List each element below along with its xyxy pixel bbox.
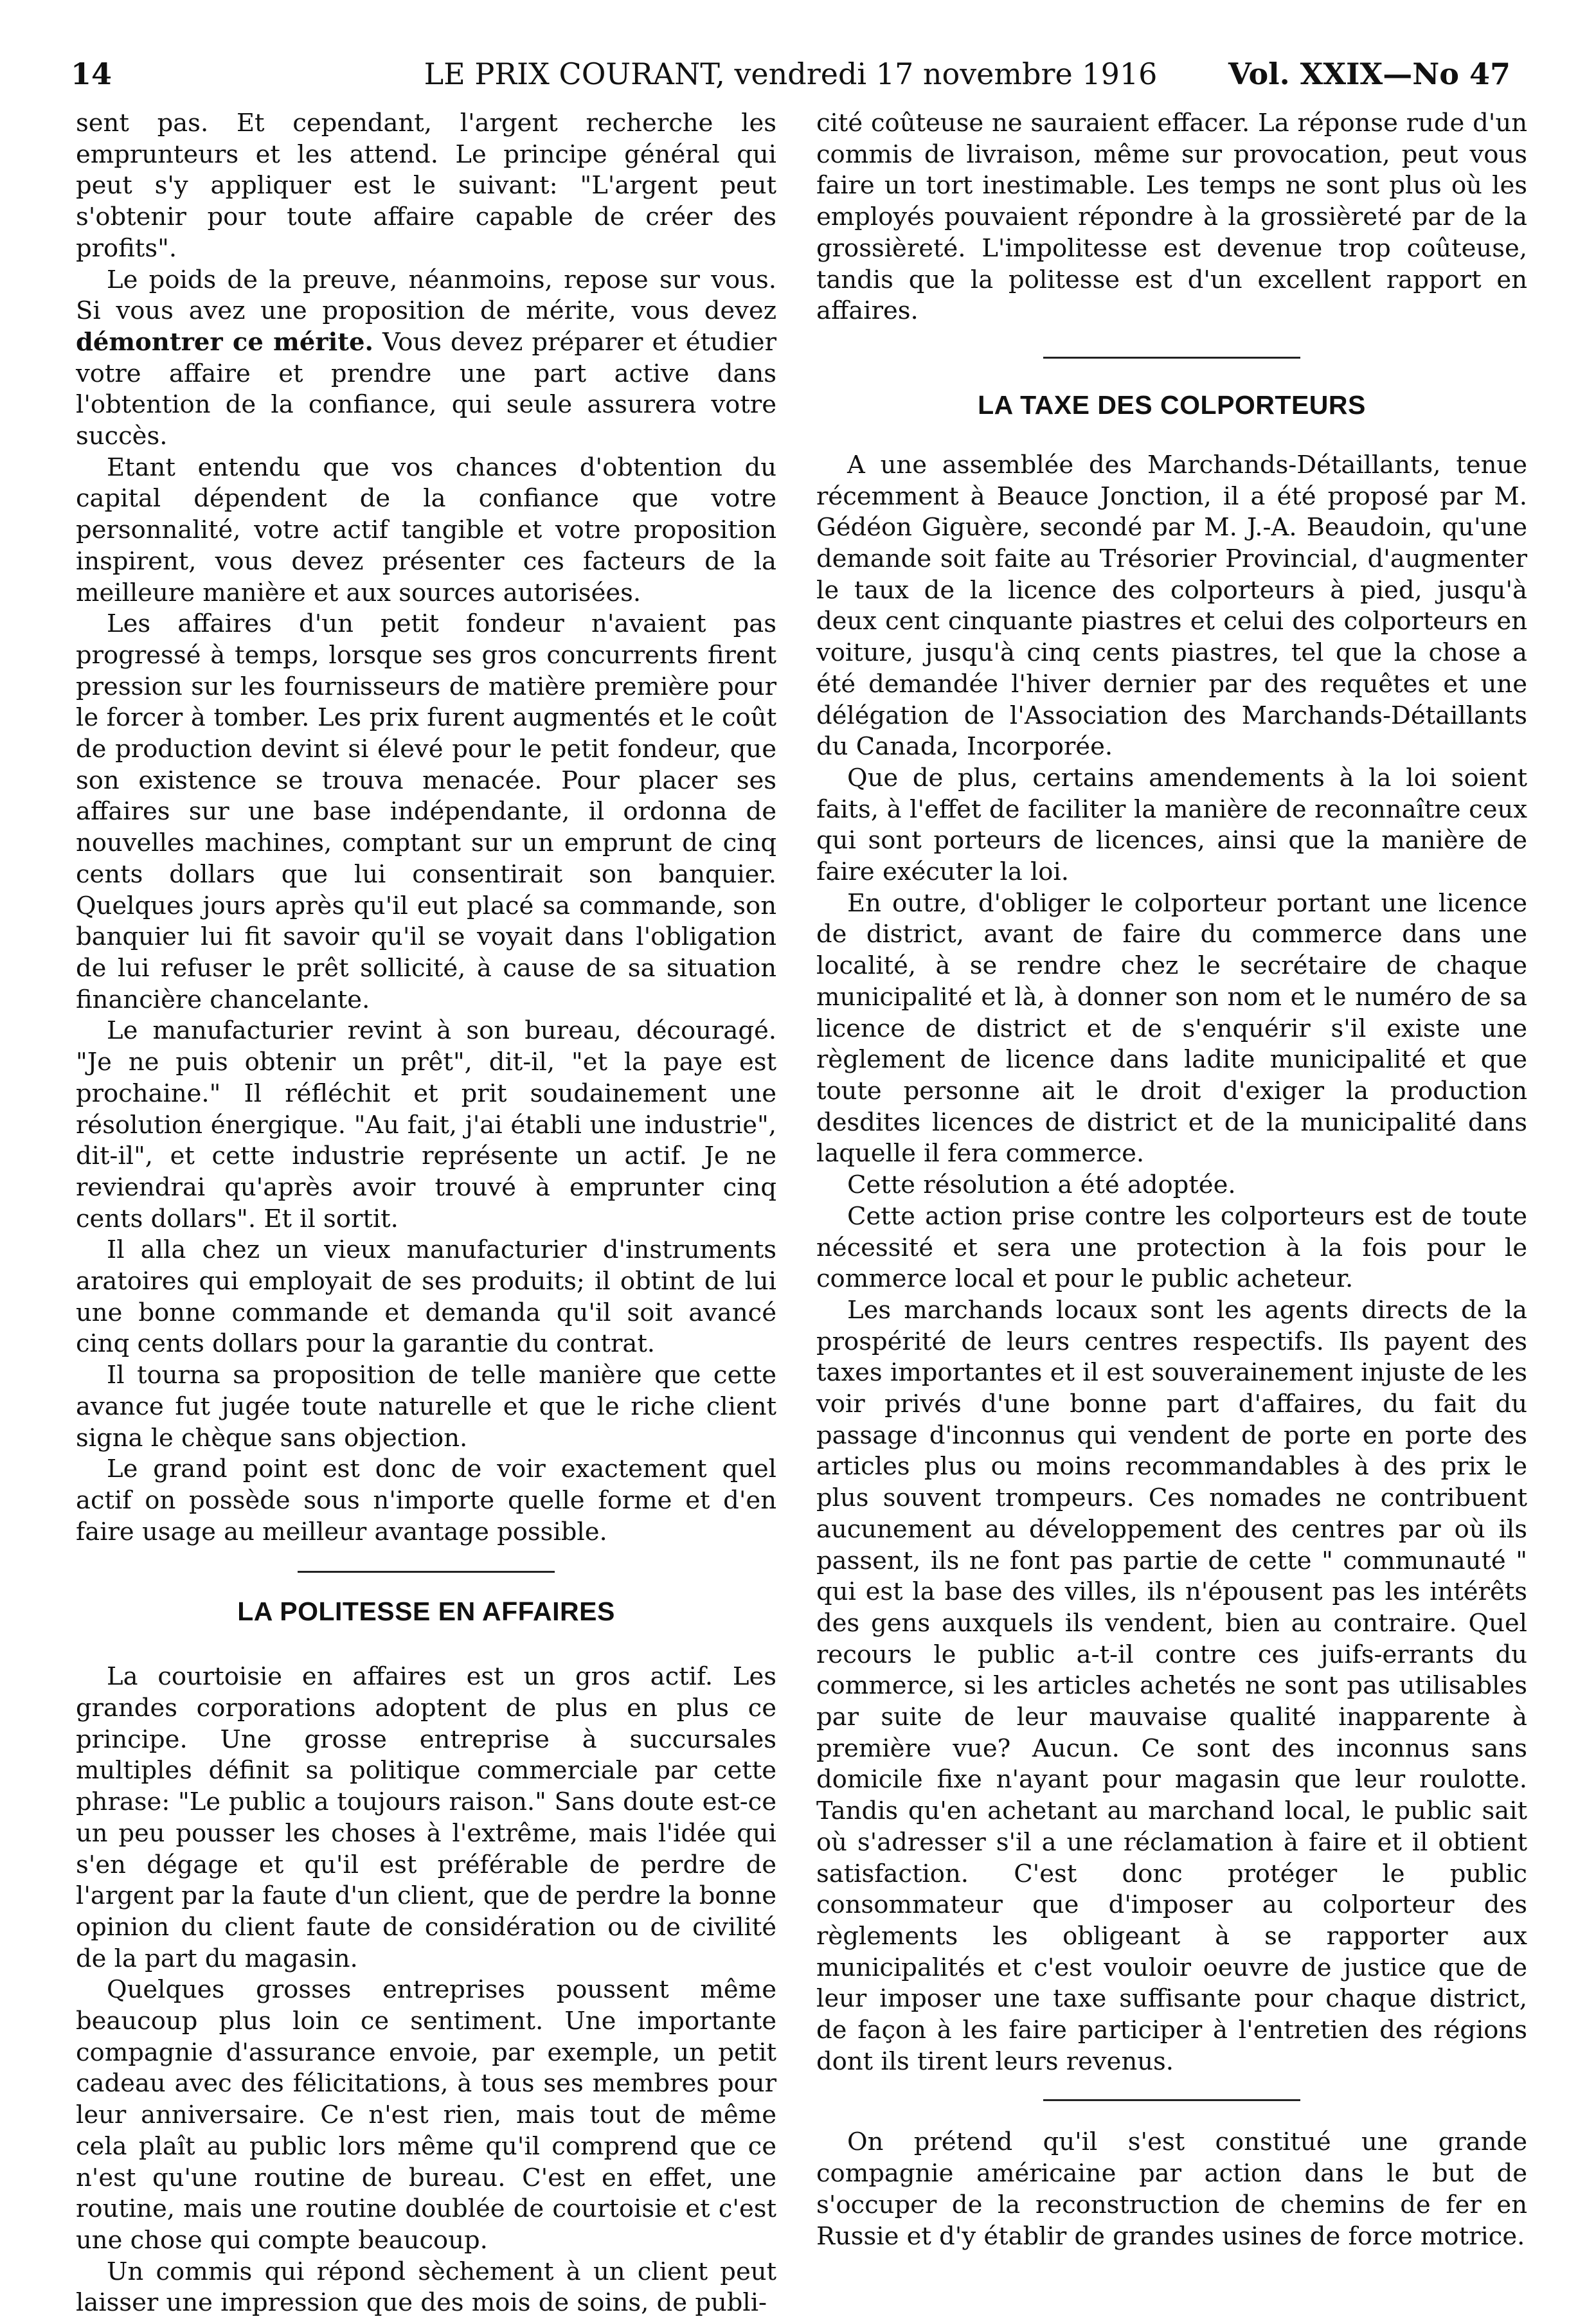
article-paragraph: Il tourna sa proposition de telle manière que cette avance fut jugée toute naturelle et que le riche client signa le chèque sans objection.	[76, 1361, 776, 1453]
article-paragraph: Cette action prise contre les colporteurs est de toute nécessité et sera une protection à la fois pour le commerce local et pour le public acheteur.	[816, 1201, 1527, 1294]
article-paragraph: Que de plus, certains amendements à la loi soient faits, à l'effet de faciliter la manière de reconnaître ceux qui sont porteurs de licences, ainsi que la manière de faire exécuter la loi.	[816, 763, 1527, 887]
article-paragraph: cité coûteuse ne sauraient effacer. La réponse rude d'un commis de livraison, même sur provocation, peut vous faire un tort inestimable. Les temps ne sont plus où les employés pouvaient répondre à la grossièreté par de la grossièreté. L'impolitesse est devenue trop coûteuse, tandis que la politesse est d'un excellent rapport en affaires.	[816, 109, 1527, 326]
article-paragraph: Les marchands locaux sont les agents directs de la prospérité de leurs centres respectifs. Ils payent des taxes importantes et il est souverainement injuste de les voir privés d'une bonne part d'affaires, du fait du passage d'inconnus qui vendent de porte en porte des articles plus ou moins recommandables à des prix le plus souvent trompeurs. Ces nomades ne contribuent aucunement au développement des centres par où ils passent, ils ne font pas partie de cette " communauté " qui est la base des villes, ils n'épousent pas les intérêts des gens auxquels ils vendent, bien au contraire. Quel recours le public a-t-il contre ces juifs-errants du commerce, si les articles achetés ne sont pas utilisables par suite de leur mauvaise qualité inapparente à première vue? Aucun. Ce sont des inconnus sans domicile fixe n'ayant pour magasin que leur roulotte. Tandis qu'en achetant au marchand local, le public sait où s'adresser s'il a une réclamation à faire et il obtient satisfaction. C'est donc protéger le public consommateur que d'imposer au colporteur des règlements les obligeant à se rapporter aux municipalités et c'est vouloir oeuvre de justice que de leur imposer une taxe suffisante pour chaque district, de façon à les faire participer à l'entretien des régions dont ils tirent leurs revenus.	[816, 1295, 1527, 2076]
article-paragraph: Les affaires d'un petit fondeur n'avaient pas progressé à temps, lorsque ses gros concurrents firent pression sur les fournisseurs de matière première pour le forcer à tomber. Les prix furent augmentés et le coût de production devint si élevé pour le petit fondeur, que son existence se trouva menacée. Pour placer ses affaires sur une base indépendante, il ordonna de nouvelles machines, comptant sur un emprunt de cinq cents dollars que lui consentirait son banquier. Quelques jours après qu'il eut placé sa commande, son banquier lui fit savoir qu'il se voyait dans l'obligation de lui refuser le prêt sollicité, à cause de sa situation financière chancelante.	[76, 609, 776, 1014]
section-heading-colporteurs: LA TAXE DES COLPORTEURS	[978, 389, 1366, 420]
article-paragraph: Le manufacturier revint à son bureau, découragé. "Je ne puis obtenir un prêt", dit-il, "et la paye est prochaine." Il réfléchit et prit soudainement une résolution énergique. "Au fait, j'ai établi une industrie", dit-il", et cette industrie représente un actif. Je ne reviendrai qu'après avoir trouvé à emprunter cinq cents dollars". Et il sortit.	[76, 1016, 776, 1233]
article-paragraph: Cette résolution a été adoptée.	[847, 1170, 1236, 1200]
article-paragraph: A une assemblée des Marchands-Détaillants, tenue récemment à Beauce Jonction, il a été proposé par M. Gédéon Giguère, secondé par M. J.-A. Beaudoin, qu'une demande soit faite au Trésorier Provincial, d'augmenter le taux de la licence des colporteurs à pied, jusqu'à deux cent cinquante piastres et celui des colporteurs en voiture, jusqu'à cinq cents piastres, tel que la chose a été demandée l'hiver dernier par des requêtes et une délégation de l'Association des Marchands-Détaillants du Canada, Incorporée.	[816, 450, 1527, 762]
publication-title: LE PRIX COURANT, vendredi 17 novembre 1916	[424, 57, 1158, 91]
section-divider	[1043, 2099, 1300, 2101]
article-paragraph: On prétend qu'il s'est constitué une grande compagnie américaine par action dans le but de s'occuper de la reconstruction de chemins de fer en Russie et d'y établir de grandes usines de force motrice.	[816, 2127, 1527, 2251]
article-paragraph: La courtoisie en affaires est un gros actif. Les grandes corporations adoptent de plus en plus ce principe. Une grosse entreprise à succursales multiples définit sa politique commerciale par cette phrase: "Le public a toujours raison." Sans doute est-ce un peu pousser les choses à l'extrême, mais l'idée qui s'en dégage et qu'il est préférable de perdre de l'argent par la faute d'un client, que de perdre la bonne opinion du client faute de considération ou de civilité de la part du magasin.	[76, 1662, 776, 1973]
section-heading-politesse: LA POLITESSE EN AFFAIRES	[237, 1597, 615, 1627]
paragraph-text: Le poids de la preuve, néanmoins, repose sur vous. Si vous avez une proposition de mérite, vous devez	[76, 265, 776, 326]
volume-number: Vol. XXIX—No 47	[1228, 57, 1511, 91]
page-number: 14	[71, 57, 112, 91]
bold-phrase: démontrer ce mérite.	[76, 327, 373, 357]
article-paragraph: Quelques grosses entreprises poussent même beaucoup plus loin ce sentiment. Une importante compagnie d'assurance envoie, par exemple, un petit cadeau avec des félicitations, à tous ses membres pour leur anniversaire. Ce n'est rien, mais tout de même cela plaît au public lors même qu'il comprend que ce n'est qu'une routine de bureau. C'est en effet, une routine, mais une routine doublée de courtoisie et c'est une chose qui compte beaucoup.	[76, 1975, 776, 2255]
left-column	[76, 108, 776, 2319]
right-column	[816, 108, 1527, 2252]
page-header	[71, 51, 1511, 96]
article-paragraph: En outre, d'obliger le colporteur portant une licence de district, avant de faire du commerce dans une localité, à se rendre chez le secrétaire de chaque municipalité et là, à donner son nom et le numéro de sa licence de district et de s'enquérir s'il existe une règlement de licence dans ladite municipalité et que toute personne ait le droit d'exiger la production desdites licences de district et de la municipalité dans laquelle il fera commerce.	[816, 888, 1527, 1168]
section-divider	[298, 1571, 555, 1573]
article-paragraph: Il alla chez un vieux manufacturier d'instruments aratoires qui employait de ses produits; il obtint de lui une bonne commande et demanda qu'il soit avancé cinq cents dollars pour la garantie du contrat.	[76, 1235, 776, 1359]
paragraph-text: Vous devez préparer et étudier votre affaire et prendre une part active dans l'obtention de la confiance, qui seule assurera votre succès.	[76, 327, 776, 451]
article-paragraph: Etant entendu que vos chances d'obtention du capital dépendent de la confiance que votre personnalité, votre actif tangible et votre proposition inspirent, vous devez présenter ces facteurs de la meilleure manière et aux sources autorisées.	[76, 452, 776, 607]
article-paragraph	[76, 265, 776, 452]
article-paragraph: Le grand point est donc de voir exactement quel actif on possède sous n'importe quelle forme et d'en faire usage au meilleur avantage possible.	[76, 1455, 776, 1546]
article-paragraph: sent pas. Et cependant, l'argent recherche les emprunteurs et les attend. Le principe général qui peut s'y appliquer est le suivant: "L'argent peut s'obtenir pour toute affaire capable de créer des profits".	[76, 109, 776, 263]
section-divider	[1043, 357, 1300, 359]
article-paragraph: Un commis qui répond sèchement à un client peut laisser une impression que des mois de soins, de publi-	[76, 2257, 776, 2318]
